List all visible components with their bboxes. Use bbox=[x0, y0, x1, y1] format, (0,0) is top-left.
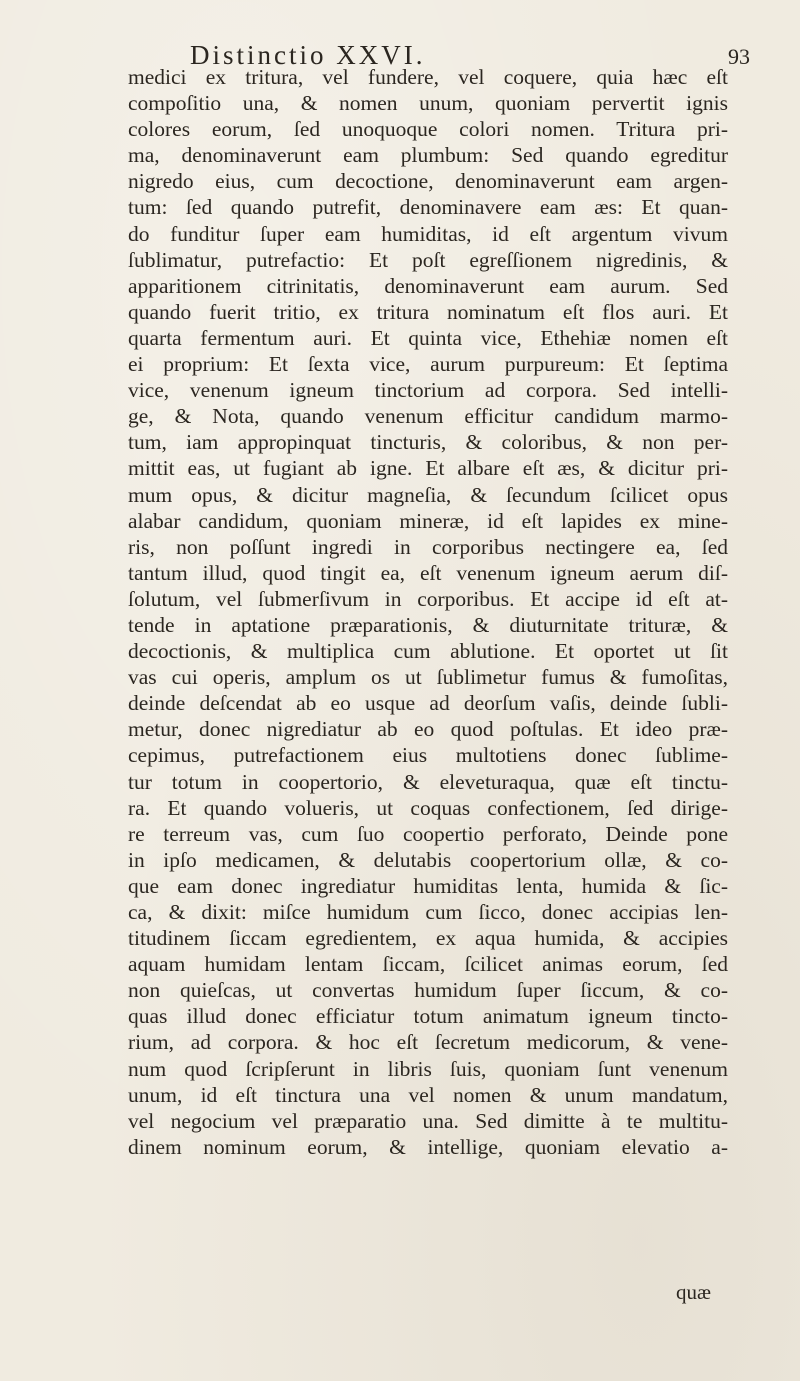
text-line: quarta fermentum auri. Et quinta vice, Ethehiæ nomen eſt bbox=[128, 325, 728, 350]
text-line: metur, donec nigrediatur ab eo quod poſtulas. Et ideo præ- bbox=[128, 717, 728, 742]
text-line: titudinem ſiccam egredientem, ex aqua humida, & accipies bbox=[128, 926, 728, 951]
text-line: colores eorum, ſed unoquoque colori nomen. Tritura pri- bbox=[128, 117, 728, 142]
text-line: ris, non poſſunt ingredi in corporibus nectingere ea, ſed bbox=[128, 534, 728, 559]
text-line: ſublimatur, putrefactio: Et poſt egreſſionem nigredinis, & bbox=[128, 247, 728, 272]
catchword: quæ bbox=[676, 1280, 712, 1304]
text-line: ma, denominaverunt eam plumbum: Sed quando egreditur bbox=[128, 143, 728, 168]
text-line: nigredo eius, cum decoctione, denominaverunt eam argen- bbox=[128, 169, 728, 194]
text-line: num quod ſcripſerunt in libris ſuis, quoniam ſunt venenum bbox=[128, 1056, 728, 1081]
text-line: tantum illud, quod tingit ea, eſt venenum igneum aerum diſ- bbox=[128, 560, 728, 585]
text-line: deinde deſcendat ab eo usque ad deorſum vaſis, deinde ſubli- bbox=[128, 691, 728, 716]
text-line: quas illud donec efficiatur totum animatum igneum tincto- bbox=[128, 1004, 728, 1029]
text-line: tur totum in coopertorio, & eleveturaqua, quæ eſt tinctu- bbox=[128, 769, 728, 794]
text-line: alabar candidum, quoniam mineræ, id eſt lapides ex mine- bbox=[128, 508, 728, 533]
text-line: cepimus, putrefactionem eius multotiens donec ſublime- bbox=[128, 743, 728, 768]
text-line: apparitionem citrinitatis, denominaverunt eam aurum. Sed bbox=[128, 273, 728, 298]
text-line: aquam humidam lentam ſiccam, ſcilicet animas eorum, ſed bbox=[128, 952, 728, 977]
text-line: rium, ad corpora. & hoc eſt ſecretum medicorum, & vene- bbox=[128, 1030, 728, 1055]
text-line: vel negocium vel præparatio una. Sed dimitte à te multitu- bbox=[128, 1108, 728, 1133]
text-line: re terreum vas, cum ſuo coopertio perforato, Deinde pone bbox=[128, 821, 728, 846]
text-line: vas cui operis, amplum os ut ſublimetur fumus & fumoſitas, bbox=[128, 665, 728, 690]
running-title: Distinctio XXVI. bbox=[190, 40, 426, 70]
text-line: ge, & Nota, quando venenum efficitur candidum marmo- bbox=[128, 404, 728, 429]
body-text bbox=[128, 64, 728, 1160]
text-line: decoctionis, & multiplica cum ablutione. Et oportet ut ſit bbox=[128, 639, 728, 664]
text-line: non quieſcas, ut convertas humidum ſuper ſiccum, & co- bbox=[128, 978, 728, 1003]
page-number: 93 bbox=[728, 44, 750, 69]
text-line: tende in aptatione præparationis, & diuturnitate trituræ, & bbox=[128, 612, 728, 637]
text-line: mittit eas, ut fugiant ab igne. Et albare eſt æs, & dicitur pri- bbox=[128, 456, 728, 481]
text-line: unum, id eſt tinctura una vel nomen & unum mandatum, bbox=[128, 1082, 728, 1107]
text-line: do funditur ſuper eam humiditas, id eſt argentum vivum bbox=[128, 221, 728, 246]
text-line: tum, iam appropinquat tincturis, & coloribus, & non per- bbox=[128, 430, 728, 455]
text-line: ſolutum, vel ſubmerſivum in corporibus. Et accipe id eſt at- bbox=[128, 586, 728, 611]
text-line: tum: ſed quando putrefit, denominavere eam æs: Et quan- bbox=[128, 195, 728, 220]
text-line: medici ex tritura, vel fundere, vel coquere, quia hæc eſt bbox=[128, 65, 728, 89]
text-line: quando fuerit tritio, ex tritura nominatum eſt flos auri. Et bbox=[128, 299, 728, 324]
text-line: ei proprium: Et ſexta vice, aurum purpureum: Et ſeptima bbox=[128, 352, 728, 377]
text-line: compoſitio una, & nomen unum, quoniam pervertit ignis bbox=[128, 91, 728, 116]
text-line: ra. Et quando volueris, ut coquas confectionem, ſed dirige- bbox=[128, 795, 728, 820]
text-line: in ipſo medicamen, & delutabis coopertorium ollæ, & co- bbox=[128, 847, 728, 872]
text-line: dinem nominum eorum, & intellige, quoniam elevatio a- bbox=[128, 1134, 728, 1159]
text-line: mum opus, & dicitur magneſia, & ſecundum ſcilicet opus bbox=[128, 482, 728, 507]
text-line: ca, & dixit: miſce humidum cum ſicco, donec accipias len- bbox=[128, 900, 728, 924]
text-line: que eam donec ingrediatur humiditas lenta, humida & ſic- bbox=[128, 873, 728, 898]
text-line: vice, venenum igneum tinctorium ad corpora. Sed intelli- bbox=[128, 378, 728, 403]
